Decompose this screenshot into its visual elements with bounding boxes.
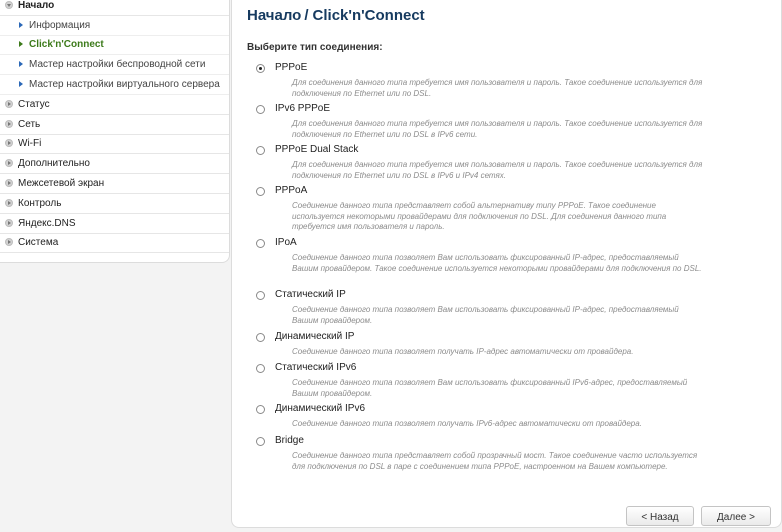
connection-radio[interactable] [256,364,265,373]
sidebar-item-label: Мастер настройки беспроводной сети [29,59,206,70]
connection-option-label[interactable]: Bridge [275,435,304,446]
sidebar-item-label: Статус [18,99,50,110]
sidebar-item-label: Межсетевой экран [18,178,105,189]
sidebar-item-label: Яндекс.DNS [18,218,76,229]
breadcrumb-current: Click'n'Connect [312,7,425,24]
connection-radio[interactable] [256,105,265,114]
breadcrumb-root: Начало [247,7,302,24]
connection-option-label[interactable]: Статический IP [275,289,346,300]
sidebar-item-network[interactable] [0,115,229,135]
expand-icon [5,139,13,147]
sidebar-item-label: Click'n'Connect [29,39,104,50]
connection-option-label[interactable]: PPPoE [275,62,308,73]
expand-icon [5,179,13,187]
connection-radio[interactable] [256,239,265,248]
sidebar-item-info[interactable] [0,16,229,36]
sidebar-item-label: Сеть [18,119,41,130]
connection-option-label[interactable]: PPPoA [275,185,308,196]
expand-icon [5,159,13,167]
connection-option-description: Соединение данного типа позволяет получать IP-адрес автоматически от провайдера. [292,347,634,356]
sidebar-item-system[interactable] [0,233,229,253]
connection-radio[interactable] [256,333,265,342]
expand-icon [5,100,13,108]
arrow-right-icon [19,22,23,28]
back-button[interactable]: < Назад [626,506,694,526]
sidebar-item-firewall[interactable] [0,174,229,194]
sidebar-item-advanced[interactable] [0,154,229,174]
connection-option-label[interactable]: IPoA [275,237,297,248]
connection-option-label[interactable]: Динамический IP [275,331,355,342]
page-title [247,7,425,24]
sidebar-item-label: Контроль [18,198,62,209]
connection-radio[interactable] [256,146,265,155]
sidebar-nav [0,0,230,263]
sidebar-item-label: Информация [29,20,91,31]
connection-option-description: Соединение данного типа позволяет Вам использовать фиксированный IP-адрес, предоставляемый Вашим провайдером. [292,305,679,325]
expand-icon [5,219,13,227]
connection-option-description: Соединение данного типа представляет собой альтернативу типу PPPoE. Такое соединение используется некоторыми провайдерами для подключения по DSL. Для соединения данного типа требуется имя пользователя и пароль. [292,201,667,231]
connection-type-label: Выберите тип соединения: [247,42,383,53]
connection-radio[interactable] [256,187,265,196]
connection-option-description: Соединение данного типа позволяет Вам использовать фиксированный IP-адрес, предоставляемый Вашим провайдером. Такое соединение используется некоторыми провайдерами для подключения по DSL. [292,253,702,273]
connection-option-label[interactable]: Динамический IPv6 [275,403,366,414]
next-button[interactable]: Далее > [701,506,771,526]
sidebar-item-virtual-server-wizard[interactable] [0,75,229,95]
connection-option-description: Для соединения данного типа требуется имя пользователя и пароль. Такое соединение используется для подключения по Ethernet или по DSL. [292,78,703,98]
connection-option-label[interactable]: PPPoE Dual Stack [275,144,359,155]
sidebar-item-yandex-dns[interactable] [0,214,229,234]
connection-radio[interactable] [256,405,265,414]
connection-option-description: Соединение данного типа позволяет Вам использовать фиксированный IPv6-адрес, предоставляемый Вашим провайдером. [292,378,688,398]
sidebar-item-status[interactable] [0,95,229,115]
connection-option-description: Соединение данного типа представляет собой прозрачный мост. Такое соединение часто используется для подключения по DSL в паре с соединением типа PPPoE, настроенном на Вашем компьютере. [292,451,698,471]
collapse-icon [5,1,13,9]
sidebar-item-label: Система [18,237,59,248]
connection-radio[interactable] [256,437,265,446]
connection-option-label[interactable]: Статический IPv6 [275,362,357,373]
arrow-right-icon [19,81,23,87]
connection-radio[interactable] [256,291,265,300]
sidebar-item-label: Wi-Fi [18,138,42,149]
sidebar-item-wifi[interactable] [0,134,229,154]
connection-radio[interactable] [256,64,265,73]
connection-option-description: Для соединения данного типа требуется имя пользователя и пароль. Такое соединение используется для подключения по Ethernet или по DSL в IPv6 и IPv4 сетях. [292,160,703,180]
sidebar-item-label: Мастер настройки виртуального сервера [29,79,220,90]
sidebar-item-start[interactable] [0,0,229,16]
connection-option-description: Для соединения данного типа требуется имя пользователя и пароль. Такое соединение используется для подключения по Ethernet или по DSL в IPv6 сети. [292,119,703,139]
arrow-right-icon [19,61,23,67]
connection-option-label[interactable]: IPv6 PPPoE [275,103,331,114]
breadcrumb-separator: / [304,7,309,24]
expand-icon [5,120,13,128]
expand-icon [5,238,13,246]
arrow-right-icon [19,41,23,47]
sidebar-item-label: Начало [18,0,55,11]
sidebar-item-clickn-connect[interactable] [0,35,229,55]
connection-option-description: Соединение данного типа позволяет получать IPv6-адрес автоматически от провайдера. [292,419,642,428]
expand-icon [5,199,13,207]
sidebar-item-control[interactable] [0,194,229,214]
sidebar-item-label: Дополнительно [18,158,90,169]
sidebar-item-wireless-wizard[interactable] [0,55,229,75]
